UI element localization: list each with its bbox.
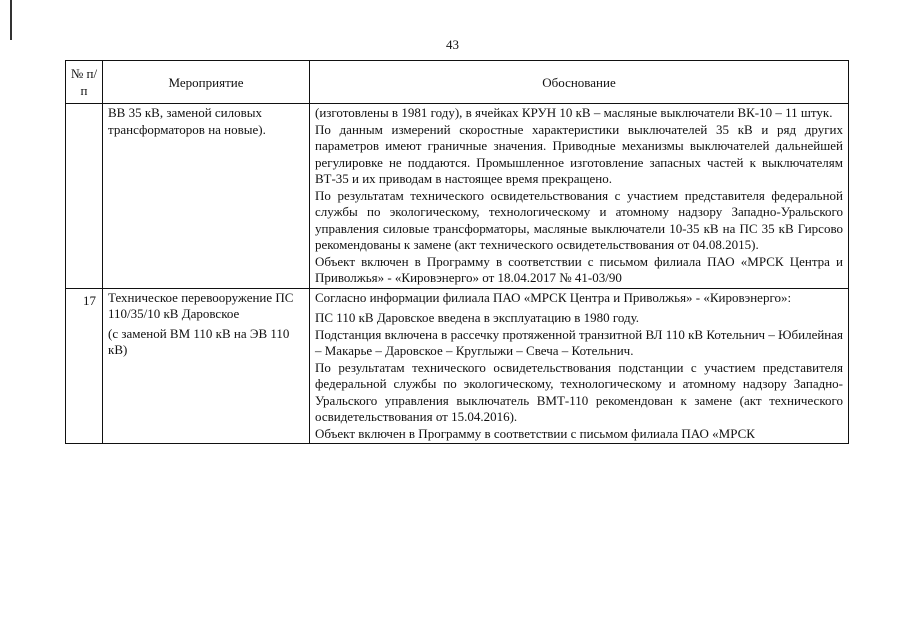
basis-paragraph: ПС 110 кВ Даровское введена в эксплуатацию в 1980 году. [315, 310, 640, 325]
table-header-row [66, 61, 849, 104]
header-num: № п/п [66, 61, 103, 104]
row-number: 17 [66, 288, 103, 444]
table-row [66, 288, 849, 444]
measure-text: ВВ 35 кВ, заменой силовых трансформаторов на новые). [108, 105, 266, 137]
page-edge-mark [10, 0, 12, 40]
measures-table [65, 60, 849, 444]
measure-text: Техническое перевооружение ПС 110/35/10 кВ Даровское [108, 289, 294, 321]
page-number: 43 [446, 37, 459, 52]
basis-paragraph: Согласно информации филиала ПАО «МРСК Центра и Приволжья» - «Кировэнерго»: [315, 289, 792, 305]
basis-paragraph: По результатам технического освидетельствования подстанции с участием представителя федеральной службы по экологическому, технологическому и атомному надзору Западно-Уральского управления выключатель ВМТ-110 рекомендован к замене (акт технического освидетельствования от 15.04.2016). [315, 359, 843, 424]
table-row [66, 104, 849, 289]
basis-paragraph: (изготовлены в 1981 году), в ячейках КРУН 10 кВ – масляные выключатели ВК-10 – 11 штук. [315, 105, 833, 120]
basis-paragraph: Объект включен в Программу в соответствии с письмом филиала ПАО «МРСК [315, 425, 755, 441]
basis-paragraph: Объект включен в Программу в соответствии с письмом филиала ПАО «МРСК Центра и Приволжья» - «Кировэнерго» от 18.04.2017 № 41-03/90 [315, 253, 843, 285]
basis-paragraph: По результатам технического освидетельствования с участием представителя федеральной службы по экологическому, технологическому и атомному надзору Западно-Уральского управления силовые трансформаторы, масляные выключатели 10-35 кВ на ПС 35 кВ Гирсово рекомендованы к замене (акт технического освидетельствования от 04.08.2015). [315, 187, 843, 252]
basis-cell [310, 288, 849, 444]
basis-paragraph: По данным измерений скоростные характеристики выключателей 35 кВ и ряд других параметров имеют граничные значения. Приводные механизмы выключателей дальнейшей регулировке не поддаются. Промышленное изготовление запасных частей к выключателям ВТ-35 и их приводам в настоящее время прекращено. [315, 121, 843, 186]
basis-paragraph: Подстанция включена в рассечку протяженной транзитной ВЛ 110 кВ Котельнич – Юбилейная – Макарье – Даровское – Круглыжи – Свеча – Котельнич. [315, 326, 843, 358]
measure-cell [103, 288, 310, 444]
header-measure: Мероприятие [103, 61, 310, 104]
measure-cell [103, 104, 310, 289]
basis-cell [310, 104, 849, 289]
row-number [66, 104, 103, 289]
header-basis: Обоснование [310, 61, 849, 104]
measure-text: (с заменой ВМ 110 кВ на ЭВ 110 кВ) [108, 325, 290, 357]
